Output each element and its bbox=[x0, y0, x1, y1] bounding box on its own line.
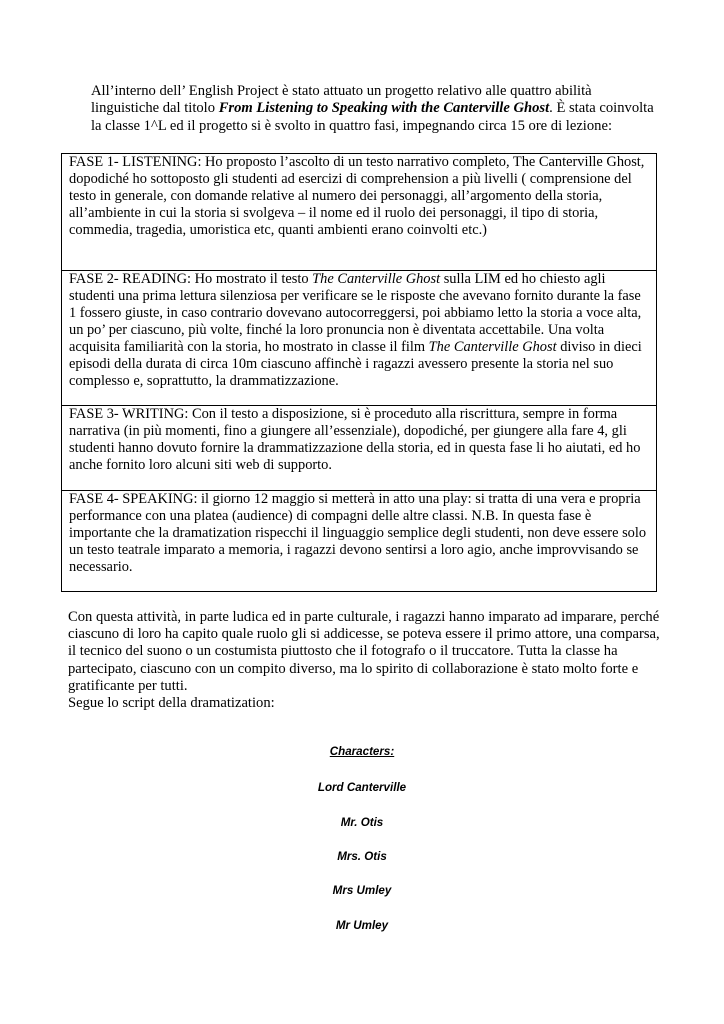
character-item: Mrs Umley bbox=[332, 884, 392, 897]
phase-2-book-title: The Canterville Ghost bbox=[312, 271, 441, 287]
intro-text-before: All’interno dell’ English Project è stato attuato un progetto relativo alle quattro abilità linguistiche dal titolo bbox=[91, 83, 592, 117]
phase-row-2 bbox=[62, 271, 657, 406]
intro-text-after: . È stata coinvolta la classe 1^L ed il progetto si è svolto in quattro fasi, impegnando circa 15 ore di lezione: bbox=[91, 100, 654, 134]
phases-table bbox=[61, 153, 657, 592]
character-item: Lord Canterville bbox=[317, 781, 407, 794]
character-item: Mrs. Otis bbox=[337, 850, 387, 863]
phase-row-3 bbox=[62, 406, 657, 491]
phase-2-text-b: sulla LIM ed ho chiesto agli studenti una prima lettura silenziosa per verificare se le risposte che avevano fornito durante la fase 1 fossero giuste, in caso contrario dovevano autocorreggersi, poi abbiamo letto la storia a voce alta, un po’ per ciascuno, più volte, finché la loro pronuncia non è diventata accettabile. Una volta acquisita familiarità con la storia, ho mostrato in classe il film bbox=[69, 271, 642, 355]
characters-heading: Characters: bbox=[329, 745, 395, 758]
phase-2-text-a: FASE 2- READING: Ho mostrato il testo bbox=[69, 271, 313, 287]
phase-2-film-title: The Canterville Ghost bbox=[428, 339, 557, 355]
phase-4-speaking: FASE 4- SPEAKING: il giorno 12 maggio si metterà in atto una play: si tratta di una vera e propria performance con una platea (audience) di compagni delle altre classi. N.B. In questa fase è importante che la dramatization rispecchi il linguaggio semplice degli studenti, non deve essere solo un testo teatrale imparato a memoria, i ragazzi devono sentirsi a loro agio, anche improvvisando se necessario. bbox=[62, 491, 657, 592]
phase-row-4 bbox=[62, 491, 657, 592]
character-item: Mr Umley bbox=[335, 919, 389, 932]
outro-paragraph bbox=[68, 609, 660, 712]
outro-text: Con questa attività, in parte ludica ed in parte culturale, i ragazzi hanno imparato ad imparare, perché ciascuno di loro ha capito quale ruolo gli si addicesse, se poteva essere il primo attore, una comparsa, il tecnico del suono o un costumista piuttosto che il fotografo o il truccatore. Tutta la classe ha partecipato, ciascuno con un compito diverso, ma lo spirito di collaborazione è stato molto forte e gratificante per tutti. bbox=[68, 609, 660, 694]
phase-row-1 bbox=[62, 154, 657, 271]
project-title: From Listening to Speaking with the Canterville Ghost bbox=[218, 100, 550, 117]
script-intro-line: Segue lo script della dramatization: bbox=[68, 695, 275, 712]
character-item: Mr. Otis bbox=[340, 816, 384, 829]
phase-1-listening: FASE 1- LISTENING: Ho proposto l’ascolto di un testo narrativo completo, The Canterville Ghost, dopodiché ho sottoposto gli studenti ad esercizi di comprehension a più livelli ( comprensione del testo in generale, con domande relative al numero dei personaggi, all’argomento della storia, all’ambiente in cui la storia si svolgeva – il nome ed il ruolo dei personaggi, il tipo di storia, commedia, tragedia, umoristica etc, quanti ambienti erano coinvolti etc.) bbox=[62, 154, 657, 271]
phase-2-text-c: diviso in dieci episodi della durata di circa 10m ciascuno affinchè i ragazzi avessero presente la storia nel suo complesso e, soprattutto, la drammatizzazione. bbox=[69, 339, 642, 389]
phase-3-writing: FASE 3- WRITING: Con il testo a disposizione, si è proceduto alla riscrittura, sempre in forma narrativa (in più momenti, fino a giungere all’essenziale), dopodiché, per giungere alla fare 4, gli studenti hanno dovuto fornire la drammatizzazione della storia, ed in questa fase li ho aiutati, ed ho anche fornito loro alcuni siti web di supporto. bbox=[62, 406, 657, 491]
phase-2-reading bbox=[62, 271, 657, 406]
intro-paragraph bbox=[91, 83, 663, 135]
